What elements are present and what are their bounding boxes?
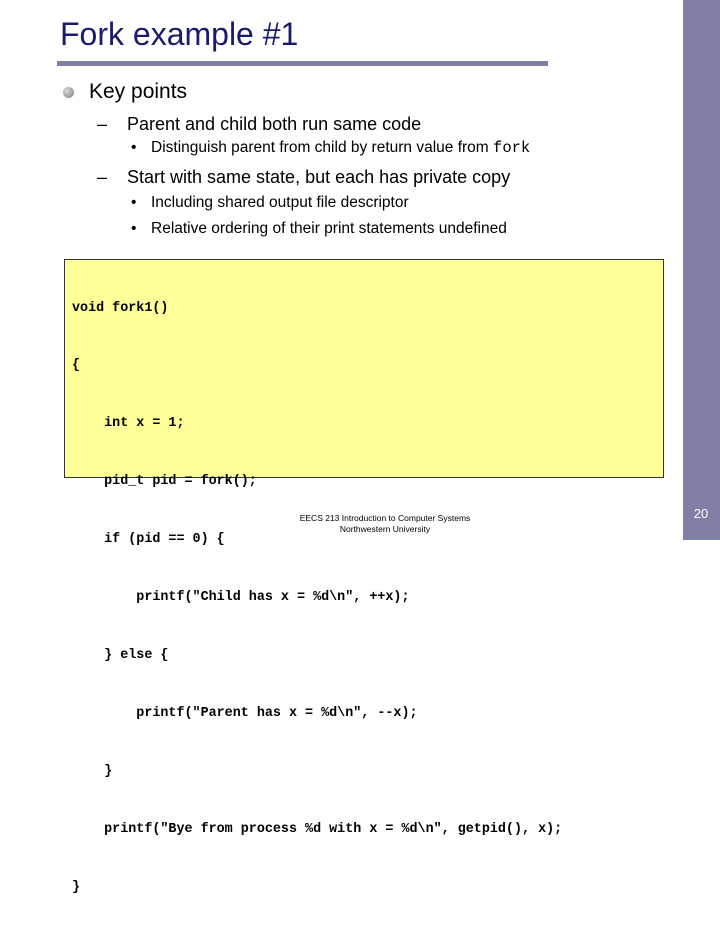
item-shared-descriptor-text: Including shared output file descriptor xyxy=(151,194,409,211)
slide-footer xyxy=(270,513,500,535)
sub-bullet-same-state xyxy=(97,166,510,188)
code-line: printf("Parent has x = %d\n", --x); xyxy=(72,705,418,721)
page-number: 20 xyxy=(693,506,709,521)
right-accent-bar xyxy=(683,0,720,540)
code-line: } else { xyxy=(72,647,169,663)
code-line: if (pid == 0) { xyxy=(72,532,225,548)
code-line: } xyxy=(72,879,81,895)
bullet-key-points: Key points xyxy=(89,80,188,103)
code-listing xyxy=(72,260,562,935)
dot-marker: • xyxy=(131,139,137,156)
code-fork: fork xyxy=(493,139,531,157)
dash-marker: – xyxy=(97,114,108,134)
item-relative-ordering xyxy=(131,219,507,239)
sub-bullet-same-state-text: Start with same state, but each has private copy xyxy=(127,167,511,187)
code-line: void fork1() xyxy=(72,300,169,316)
sub-bullet-same-code xyxy=(97,113,421,135)
item-distinguish-parent-text: Distinguish parent from child by return value from xyxy=(151,139,494,156)
code-line: { xyxy=(72,358,81,374)
item-shared-descriptor xyxy=(131,193,409,213)
dash-marker: – xyxy=(97,167,108,187)
footer-university: Northwestern University xyxy=(339,524,431,534)
item-relative-ordering-text: Relative ordering of their print statements undefined xyxy=(151,220,507,237)
code-line: printf("Bye from process %d with x = %d\n", getpid(), x); xyxy=(72,821,563,837)
bullet-icon xyxy=(63,87,74,98)
item-distinguish-parent xyxy=(131,138,530,158)
code-line: printf("Child has x = %d\n", ++x); xyxy=(72,590,410,606)
sub-bullet-same-code-text: Parent and child both run same code xyxy=(127,114,422,134)
code-line: } xyxy=(72,763,113,779)
dot-marker: • xyxy=(131,220,137,237)
title-underline xyxy=(57,61,548,66)
code-line: pid_t pid = fork(); xyxy=(72,474,257,490)
slide-title: Fork example #1 xyxy=(60,16,299,52)
dot-marker: • xyxy=(131,194,137,211)
footer-course: EECS 213 Introduction to Computer Systems xyxy=(299,513,471,523)
code-line: int x = 1; xyxy=(72,416,185,432)
